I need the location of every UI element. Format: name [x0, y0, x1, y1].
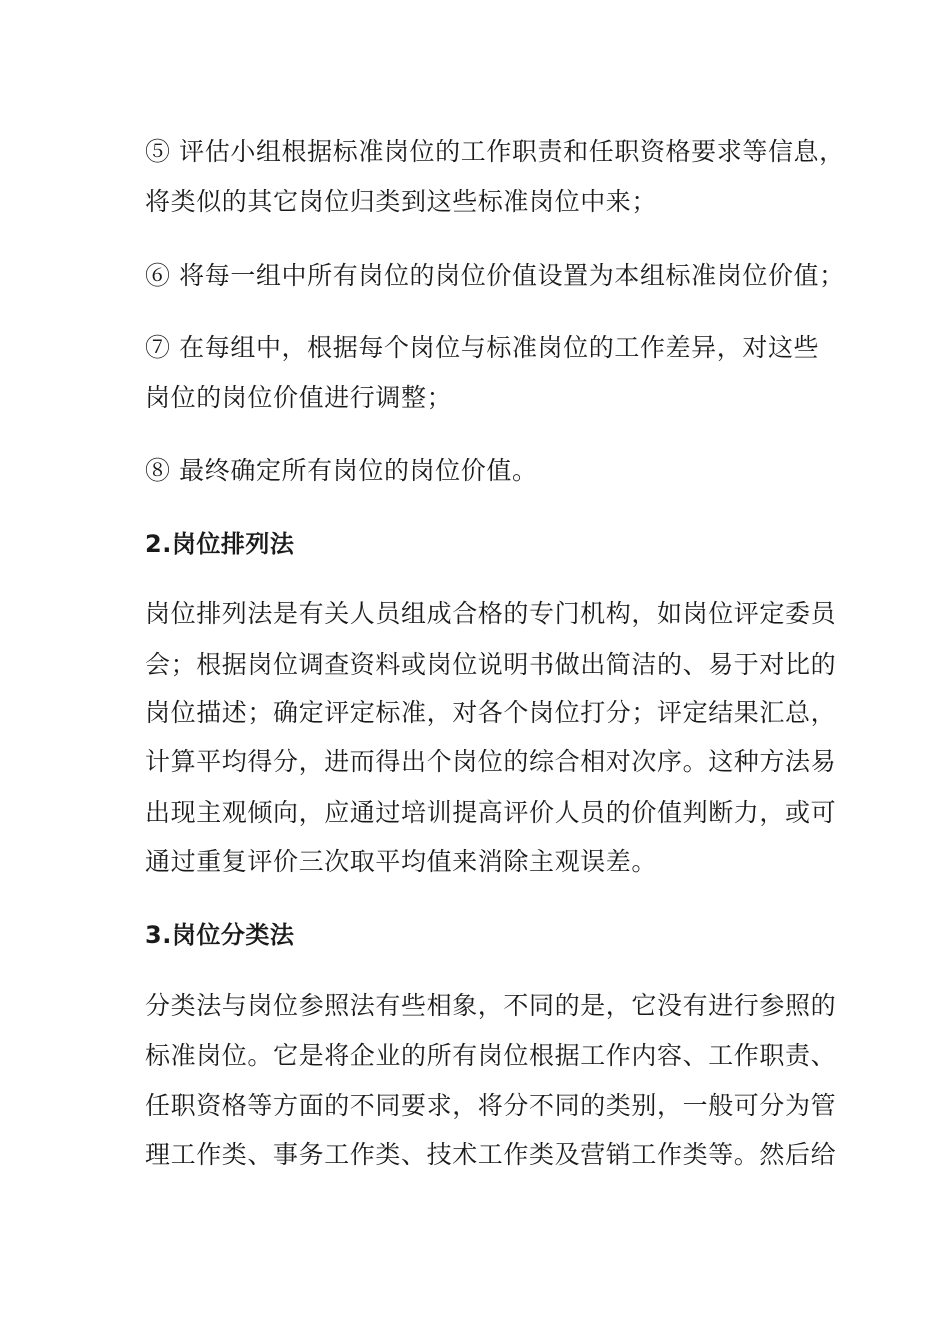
step-5-line-2: 将类似的其它岗位归类到这些标准岗位中来； [145, 187, 658, 216]
section-3-paragraph-line: 分类法与岗位参照法有些相象，不同的是，它没有进行参照的 [145, 991, 837, 1020]
section-2-paragraph-line: 通过重复评价三次取平均值来消除主观误差。 [145, 847, 658, 876]
step-6-line-1: ⑥ 将每一组中所有岗位的岗位价值设置为本组标准岗位价值； [145, 261, 845, 290]
section-2-paragraph-line: 出现主观倾向，应通过培训提高评价人员的价值判断力，或可 [145, 798, 837, 827]
step-7-line-2: 岗位的岗位价值进行调整； [145, 383, 453, 412]
step-8-line-1: ⑧ 最终确定所有岗位的岗位价值。 [145, 456, 538, 485]
section-2-paragraph-line: 岗位排列法是有关人员组成合格的专门机构，如岗位评定委员 [145, 599, 837, 628]
section-2-paragraph-line: 计算平均得分，进而得出个岗位的综合相对次序。这种方法易 [145, 747, 837, 776]
step-5-line-1: ⑤ 评估小组根据标准岗位的工作职责和任职资格要求等信息， [145, 137, 845, 166]
section-3-paragraph-line: 任职资格等方面的不同要求，将分不同的类别，一般可分为管 [145, 1091, 837, 1120]
section-3-paragraph-line: 理工作类、事务工作类、技术工作类及营销工作类等。然后给 [145, 1140, 837, 1169]
section-2-paragraph-line: 岗位描述；确定评定标准，对各个岗位打分；评定结果汇总， [145, 698, 837, 727]
section-3-heading: 3.岗位分类法 [145, 921, 295, 949]
step-7-line-1: ⑦ 在每组中，根据每个岗位与标准岗位的工作差异，对这些 [145, 333, 820, 362]
section-3-paragraph-line: 标准岗位。它是将企业的所有岗位根据工作内容、工作职责、 [145, 1041, 837, 1070]
section-2-heading: 2.岗位排列法 [145, 530, 295, 558]
section-2-paragraph-line: 会；根据岗位调查资料或岗位说明书做出简洁的、易于对比的 [145, 650, 837, 679]
